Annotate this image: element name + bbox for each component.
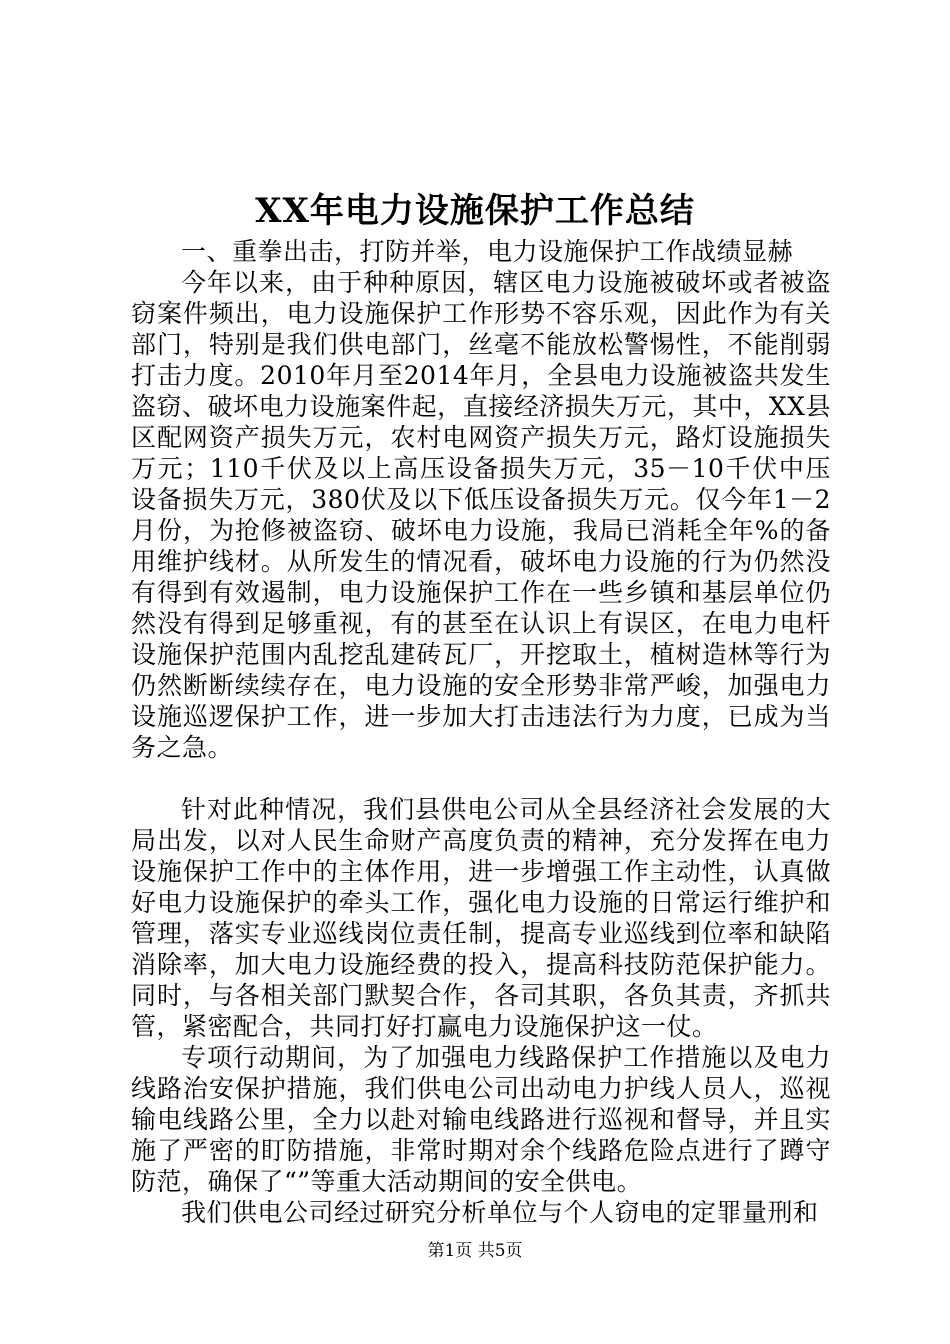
document-title: XX年电力设施保护工作总结: [255, 191, 695, 231]
paragraph-situation: 今年以来，由于种种原因，辖区电力设施被破坏或者被盗窃案件频出，电力设施保护工作形势不容乐观，因此作为有关部门，特别是我们供电部门，丝毫不能放松警惕性，不能削弱打击力度。2010年月至2014年月，全县电力设施被盗共发生盗窃、破坏电力设施案件起，直接经济损失万元，其中，XX县区配网资产损失万元，农村电网资产损失万元，路灯设施损失万元；110千伏及以上高压设备损失万元，35－10千伏中压设备损失万元，380伏及以下低压设备损失万元。仅今年1－2月份，为抢修被盗窃、破坏电力设施，我局已消耗全年%的备用维护线材。从所发生的情况看，破坏电力设施的行为仍然没有得到有效遏制，电力设施保护工作在一些乡镇和基层单位仍然没有得到足够重视，有的甚至在认识上有误区，在电力电杆设施保护范围内乱挖乱建砖瓦厂，开挖取土，植树造林等行为仍然断断续续存在，电力设施的安全形势非常严峻，加强电力设施巡逻保护工作，进一步加大打击违法行为力度，已成为当务之急。: [131, 268, 831, 762]
paragraph-spacer: [131, 763, 831, 794]
paragraph-response: 针对此种情况，我们县供电公司从全县经济社会发展的大局出发，以对人民生命财产高度负责的精神，充分发挥在电力设施保护工作中的主体作用，进一步增强工作主动性，认真做好电力设施保护的牵头工作，强化电力设施的日常运行维护和管理，落实专业巡线岗位责任制，提高专业巡线到位率和缺陷消除率，加大电力设施经费的投入，提高科技防范保护能力。同时，与各相关部门默契合作，各司其职，各负其责，齐抓共管，紧密配合，共同打好打赢电力设施保护这一仗。: [131, 795, 831, 1041]
paragraph-analysis: 我们供电公司经过研究分析单位与个人窃电的定罪量刑和: [181, 1198, 819, 1227]
document-body: [131, 236, 831, 1228]
paragraph-special-action: 专项行动期间，为了加强电力线路保护工作措施以及电力线路治安保护措施，我们供电公司出动电力护线人员人，巡视输电线路公里，全力以赴对输电线路进行巡视和督导，并且实施了严密的盯防措施，非常时期对余个线路危险点进行了蹲守防范，确保了“”等重大活动期间的安全供电。: [131, 1043, 831, 1196]
section-heading: 一、重拳出击，打防并举，电力设施保护工作战绩显赫: [181, 237, 794, 266]
page-footer: 第1页 共5页: [427, 1241, 523, 1261]
